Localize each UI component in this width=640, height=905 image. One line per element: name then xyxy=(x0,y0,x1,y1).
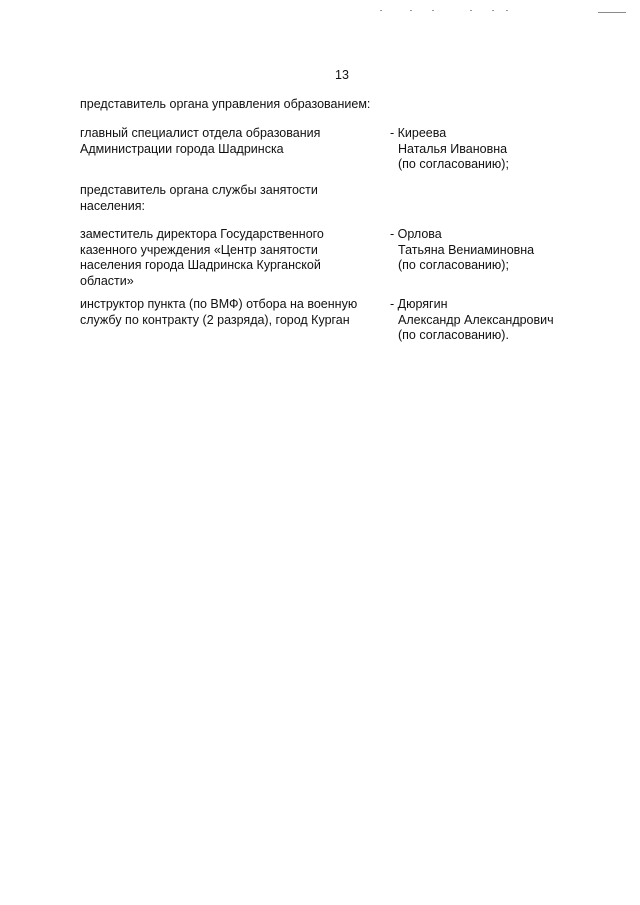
agreement-note: (по согласованию); xyxy=(398,258,509,272)
member-given-names: Александр Александрович xyxy=(398,312,554,327)
scan-artifacts xyxy=(380,6,630,16)
position-line: главный специалист отдела образования xyxy=(80,126,321,140)
position-line: населения города Шадринска Курганской xyxy=(80,258,321,272)
position-line: заместитель директора Государственного xyxy=(80,227,324,241)
member-name xyxy=(390,227,570,274)
member-position xyxy=(80,126,380,157)
scan-dot xyxy=(470,10,472,11)
scan-dot xyxy=(506,10,508,11)
scan-dot xyxy=(492,10,494,11)
section-heading-employment xyxy=(80,183,318,214)
member-surname: - Орлова xyxy=(390,227,442,241)
position-line: области» xyxy=(80,273,134,288)
heading-line: представитель органа службы занятости xyxy=(80,183,318,197)
position-line: Администрации города Шадринска xyxy=(80,141,284,156)
position-line: службу по контракту (2 разряда), город Курган xyxy=(80,312,350,327)
member-given-names: Наталья Ивановна xyxy=(398,141,508,156)
member-name xyxy=(390,297,570,344)
position-line: инструктор пункта (по ВМФ) отбора на военную xyxy=(80,297,358,311)
scan-dot xyxy=(410,10,412,11)
member-given-names: Татьяна Вениаминовна xyxy=(398,242,535,257)
member-position xyxy=(80,227,380,289)
member-surname: - Дюрягин xyxy=(390,297,448,311)
section-heading-education: представитель органа управления образованием: xyxy=(80,97,371,111)
member-surname: - Киреева xyxy=(390,126,447,140)
agreement-note: (по согласованию). xyxy=(398,328,509,342)
member-name xyxy=(390,126,570,173)
page-number: 13 xyxy=(335,68,349,82)
scan-dot xyxy=(432,10,434,11)
scan-line xyxy=(598,12,626,13)
agreement-note: (по согласованию); xyxy=(398,157,509,171)
heading-line: населения: xyxy=(80,198,146,213)
member-position xyxy=(80,297,380,328)
scan-dot xyxy=(380,10,382,11)
position-line: казенного учреждения «Центр занятости xyxy=(80,242,318,257)
